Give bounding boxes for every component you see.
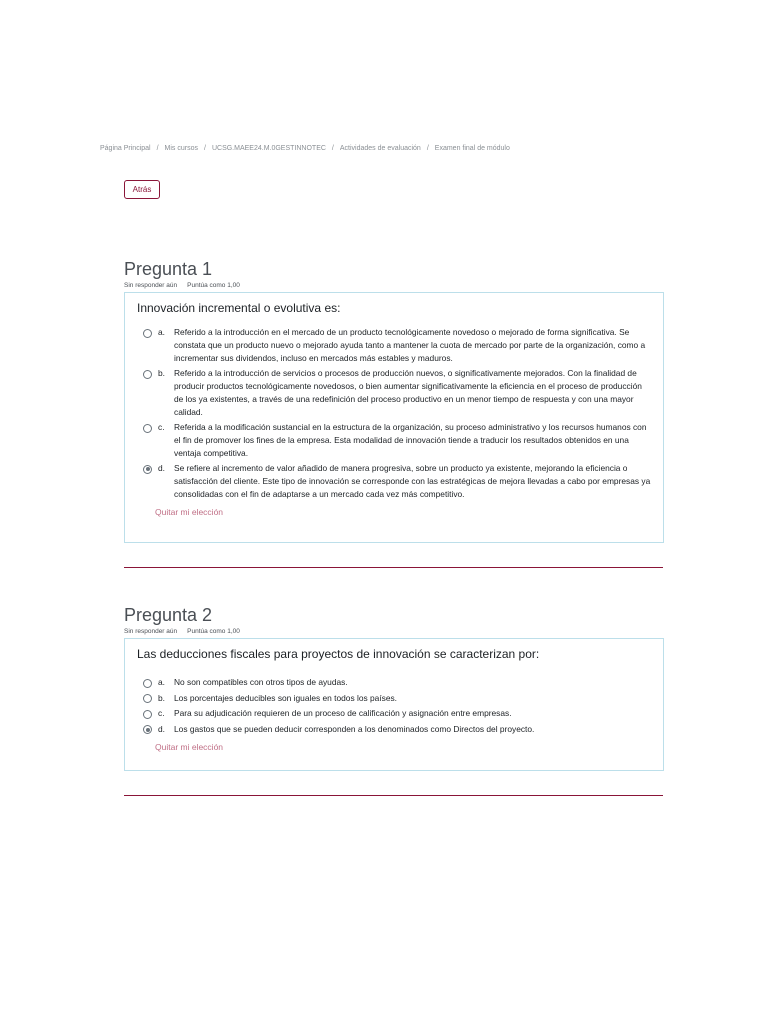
question-points: Puntúa como 1,00 — [187, 628, 240, 635]
answer-text: No son compatibles con otros tipos de ayudas. — [174, 677, 348, 687]
radio-button[interactable] — [143, 694, 152, 703]
answer-letter: c. — [158, 422, 165, 432]
answer-option-c[interactable] — [143, 421, 651, 460]
breadcrumb-my-courses[interactable]: Mis cursos — [164, 145, 198, 152]
radio-button[interactable] — [143, 424, 152, 433]
breadcrumb-separator: / — [331, 145, 334, 152]
divider — [124, 795, 663, 796]
back-button[interactable]: Atrás — [124, 180, 160, 199]
answer-option-a[interactable] — [143, 326, 651, 365]
answer-text: Los gastos que se pueden deducir corresponden a los denominados como Directos del proyecto. — [174, 723, 535, 734]
breadcrumb-home[interactable]: Página Principal — [100, 145, 151, 152]
clear-choice-link[interactable]: Quitar mi elección — [155, 507, 224, 517]
answer-letter: d. — [158, 463, 165, 473]
answer-letter: a. — [158, 327, 165, 337]
answer-letter: b. — [158, 368, 165, 378]
answer-text: Referida a la modificación sustancial en la estructura de la organización, su proceso administrativo y los recursos humanos con el fin de promover los fines de la empresa. Esta modalidad de innovación tiende a traducir los resultados obtenidos en una ventaja competitiva. — [174, 422, 647, 458]
answer-letter: c. — [158, 708, 165, 718]
answer-option-c[interactable] — [143, 707, 651, 720]
answer-text: Los porcentajes deducibles son iguales en todos los países. — [174, 692, 398, 703]
question-box — [124, 292, 664, 543]
answer-option-d[interactable] — [143, 723, 651, 736]
radio-button-selected[interactable] — [143, 465, 152, 474]
breadcrumb-separator: / — [156, 145, 159, 152]
answer-text: Referido a la introducción de servicios o procesos de producción nuevos, o significativamente mejorados. Con la finalidad de producir productos tecnológicamente novedosos, o bien aumentar significativamente la eficiencia en el proceso de producción de los ya existentes, a través de una redefinición del proceso productivo en un menor tiempo de respuesta y con una mayor calidad. — [174, 368, 642, 417]
clear-choice-link[interactable]: Quitar mi elección — [155, 741, 224, 752]
question-status: Sin responder aún — [124, 628, 178, 635]
breadcrumb-separator: / — [204, 145, 206, 152]
question-title: Pregunta 2 — [124, 605, 213, 625]
breadcrumb-activities[interactable]: Actividades de evaluación — [339, 145, 421, 152]
answer-text: Se refiere al incremento de valor añadido de manera progresiva, sobre un producto ya existente, mejorando la eficiencia o satisfacción del cliente. Este tipo de innovación se corresponde con las estratégicas de mejora llevadas a cabo por empresas ya consolidadas con el fin de adaptarse a un mercado cada vez más competitivo. — [174, 463, 651, 499]
answer-list — [137, 326, 651, 501]
answer-option-b[interactable] — [143, 367, 651, 419]
question-meta — [124, 282, 664, 289]
question-2 — [124, 605, 664, 771]
answer-letter: d. — [158, 723, 165, 734]
question-text: Las deducciones fiscales para proyectos de innovación se caracterizan por: — [137, 647, 540, 661]
answer-text: Referido a la introducción en el mercado de un producto tecnológicamente novedoso o mejorado de forma significativa. Se constata que un producto nuevo o mejorado ayuda tanto a mantener la cuota de mercado por parte de la organización, como a incrementar sus dividendos, incluso en mercados más estables y maduros. — [174, 327, 646, 363]
breadcrumb-separator: / — [426, 145, 429, 152]
question-1 — [124, 259, 664, 543]
question-box — [124, 638, 664, 771]
question-meta — [124, 628, 664, 635]
question-points: Puntúa como 1,00 — [187, 282, 240, 289]
answer-option-a[interactable] — [143, 676, 651, 689]
breadcrumb — [100, 145, 510, 152]
answer-list — [137, 676, 651, 736]
answer-letter: b. — [158, 692, 165, 703]
answer-option-b[interactable] — [143, 692, 651, 705]
question-text: Innovación incremental o evolutiva es: — [137, 301, 341, 315]
breadcrumb-course[interactable]: UCSG.MAEE24.M.0GESTINNOTEC — [211, 145, 326, 152]
answer-text: Para su adjudicación requieren de un proceso de calificación y asignación entre empresas. — [174, 708, 512, 718]
question-status: Sin responder aún — [124, 282, 178, 289]
breadcrumb-exam[interactable]: Examen final de módulo — [434, 145, 510, 152]
radio-button[interactable] — [143, 329, 152, 338]
radio-button[interactable] — [143, 679, 152, 688]
radio-button[interactable] — [143, 370, 152, 379]
radio-button-selected[interactable] — [143, 725, 152, 734]
answer-letter: a. — [158, 677, 165, 687]
answer-option-d[interactable] — [143, 462, 651, 501]
radio-button[interactable] — [143, 710, 152, 719]
divider — [124, 567, 663, 568]
question-title: Pregunta 1 — [124, 259, 213, 279]
